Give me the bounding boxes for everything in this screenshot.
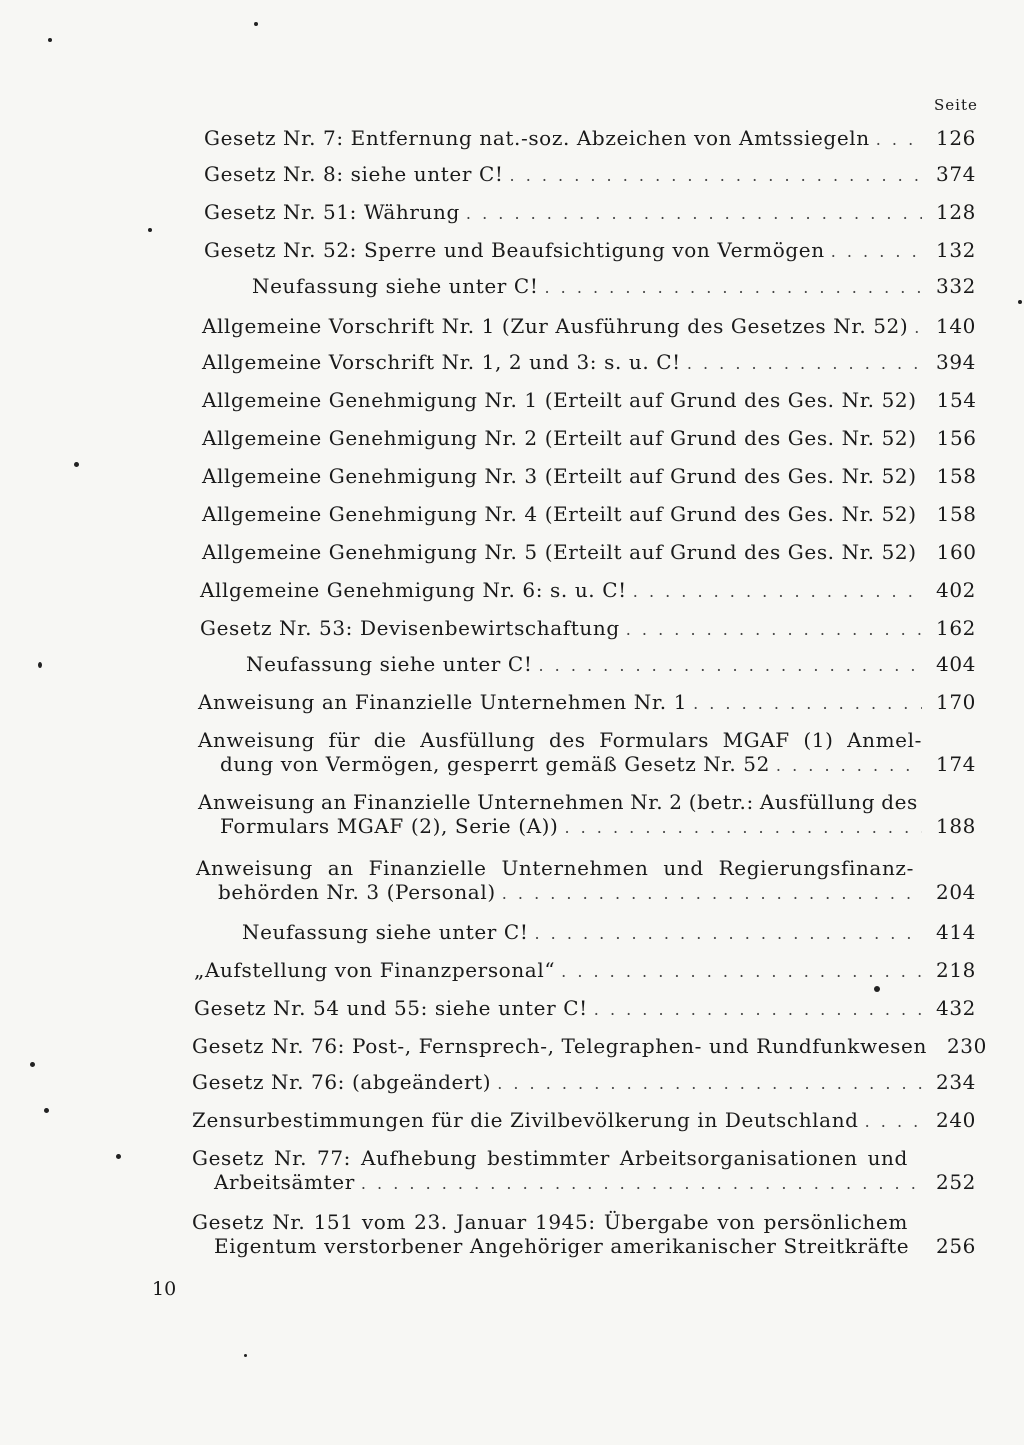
entry-title-line1: Gesetz Nr. 77: Aufhebung bestimmter Arbeitsorganisationen und: [192, 1146, 908, 1170]
toc-entry: [204, 200, 976, 226]
scan-speck: [254, 22, 258, 26]
entry-title: Gesetz Nr. 7: Entfernung nat.-soz. Abzeichen von Amtssiegeln: [204, 126, 870, 150]
toc-entry: [192, 1034, 987, 1060]
entry-title: Gesetz Nr. 53: Devisenbewirtschaftung: [200, 616, 620, 640]
entry-title: Arbeitsämter: [214, 1170, 355, 1194]
scan-speck: [44, 1108, 49, 1113]
toc-entry: [202, 464, 976, 490]
entry-page: 404: [936, 652, 976, 676]
scan-speck: [30, 1062, 35, 1067]
entry-title: Allgemeine Genehmigung Nr. 1 (Erteilt auf Grund des Ges. Nr. 52): [202, 388, 917, 412]
entry-title: Neufassung siehe unter C!: [246, 652, 533, 676]
entry-page: 158: [936, 464, 977, 488]
entry-page: 240: [936, 1108, 976, 1132]
entry-page: 252: [936, 1170, 976, 1194]
entry-page: 154: [936, 388, 977, 412]
entry-title: Zensurbestimmungen für die Zivilbevölkerung in Deutschland: [192, 1108, 859, 1132]
entry-page: 234: [936, 1070, 976, 1094]
scan-speck: [116, 1154, 121, 1159]
scan-speck: [148, 228, 152, 232]
entry-title: Neufassung siehe unter C!: [252, 274, 539, 298]
toc-entry: [192, 1070, 976, 1096]
toc-entry: [202, 426, 976, 452]
entry-title-line1: Anweisung für die Ausfüllung des Formulars MGAF (1) Anmel-: [198, 728, 922, 752]
page-column-label: Seite: [934, 96, 978, 114]
entry-page: 394: [936, 350, 976, 374]
entry-page: 132: [936, 238, 976, 262]
entry-page: 432: [936, 996, 976, 1020]
entry-title-line1: Anweisung an Finanzielle Unternehmen und Regierungsfinanz-: [196, 856, 914, 880]
entry-page: 174: [936, 752, 976, 776]
toc-entry: [252, 274, 976, 300]
toc-entry: [196, 856, 976, 906]
entry-page: 128: [936, 200, 976, 224]
entry-title: Neufassung siehe unter C!: [242, 920, 529, 944]
toc-entry: [204, 162, 976, 188]
entry-title: Allgemeine Vorschrift Nr. 1, 2 und 3: s. u. C!: [202, 350, 681, 374]
entry-page: 160: [936, 540, 977, 564]
toc-entry: [198, 790, 976, 840]
entry-page: 156: [936, 426, 977, 450]
toc-entry: [200, 578, 976, 604]
entry-page: 126: [936, 126, 976, 150]
entry-title: Formulars MGAF (2), Serie (A)): [220, 814, 559, 838]
toc-entry: [204, 238, 976, 264]
entry-title: „Aufstellung von Finanzpersonal“: [194, 958, 556, 982]
entry-title: Gesetz Nr. 76: Post-, Fernsprech-, Telegraphen- und Rundfunkwesen: [192, 1034, 927, 1058]
entry-page: 218: [936, 958, 976, 982]
toc-entry: [202, 314, 976, 340]
toc-entry: [194, 996, 976, 1022]
entry-title: Gesetz Nr. 52: Sperre und Beaufsichtigung von Vermögen: [204, 238, 825, 262]
entry-title: Anweisung an Finanzielle Unternehmen Nr. 1: [198, 690, 688, 714]
scan-speck: [48, 38, 52, 42]
toc-entry: [198, 690, 976, 716]
entry-title: Gesetz Nr. 8: siehe unter C!: [204, 162, 504, 186]
toc-entry: [202, 502, 976, 528]
toc-entry: [192, 1108, 976, 1134]
entry-page: 256: [936, 1234, 976, 1258]
entry-title: Allgemeine Vorschrift Nr. 1 (Zur Ausführung des Gesetzes Nr. 52): [202, 314, 909, 338]
entry-title: Allgemeine Genehmigung Nr. 4 (Erteilt auf Grund des Ges. Nr. 52): [202, 502, 917, 526]
toc-entry: [202, 540, 976, 566]
toc-entry: [202, 350, 976, 376]
entry-title: Gesetz Nr. 54 und 55: siehe unter C!: [194, 996, 588, 1020]
entry-title: Allgemeine Genehmigung Nr. 2 (Erteilt auf Grund des Ges. Nr. 52): [202, 426, 917, 450]
entry-page: 188: [936, 814, 976, 838]
scan-speck: [874, 986, 880, 992]
entry-title: Allgemeine Genehmigung Nr. 5 (Erteilt auf Grund des Ges. Nr. 52): [202, 540, 917, 564]
scan-speck: [1018, 300, 1022, 304]
entry-page: 170: [936, 690, 976, 714]
toc-entry: [242, 920, 976, 946]
entry-title: behörden Nr. 3 (Personal): [218, 880, 496, 904]
toc-entry: [194, 958, 976, 984]
entry-page: 414: [936, 920, 976, 944]
entry-page: 402: [936, 578, 976, 602]
toc-entry: [200, 616, 976, 642]
entry-page: 158: [936, 502, 977, 526]
toc-entry: [192, 1210, 976, 1260]
entry-title: Allgemeine Genehmigung Nr. 3 (Erteilt auf Grund des Ges. Nr. 52): [202, 464, 917, 488]
toc-entry: [202, 388, 976, 414]
toc-entry: [198, 728, 976, 778]
entry-title-line1: Anweisung an Finanzielle Unternehmen Nr. 2 (betr.: Ausfüllung des: [198, 790, 918, 814]
entry-page: 162: [936, 616, 976, 640]
scan-speck: [38, 662, 42, 668]
entry-title: Gesetz Nr. 76: (abgeändert): [192, 1070, 492, 1094]
toc-entry: [204, 126, 976, 152]
entry-page: 140: [936, 314, 976, 338]
entry-title: Gesetz Nr. 51: Währung: [204, 200, 460, 224]
entry-title: Eigentum verstorbener Angehöriger amerikanischer Streitkräfte: [214, 1234, 910, 1258]
entry-page: 332: [936, 274, 976, 298]
entry-page: 374: [936, 162, 976, 186]
page-number: 10: [152, 1278, 177, 1300]
entry-title: dung von Vermögen, gesperrt gemäß Gesetz Nr. 52: [220, 752, 770, 776]
scan-speck: [74, 462, 79, 467]
entry-title: Allgemeine Genehmigung Nr. 6: s. u. C!: [200, 578, 627, 602]
scan-speck: [244, 1354, 247, 1357]
entry-title-line1: Gesetz Nr. 151 vom 23. Januar 1945: Übergabe von persönlichem: [192, 1210, 908, 1234]
toc-entry: [192, 1146, 976, 1196]
entry-page: 204: [936, 880, 976, 904]
toc-entry: [246, 652, 976, 678]
entry-page: 230: [946, 1034, 987, 1058]
